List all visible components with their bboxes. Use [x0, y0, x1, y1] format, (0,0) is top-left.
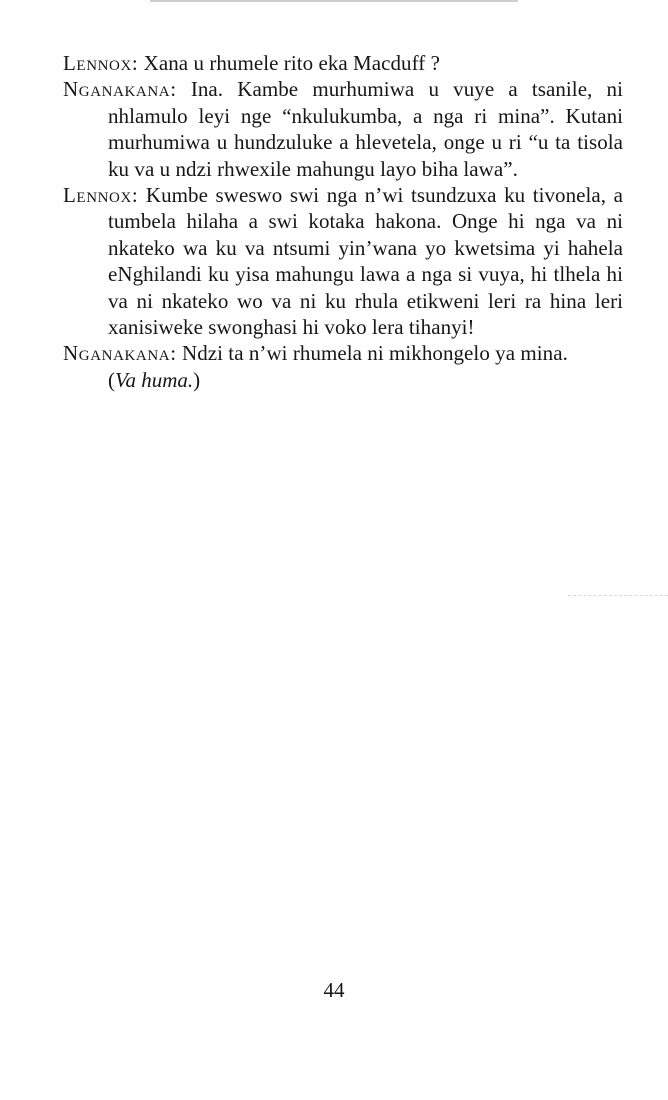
- page-number: 44: [323, 978, 345, 1002]
- speech-nganakana-1: [63, 76, 623, 182]
- speaker-name: Nganakana:: [63, 341, 177, 366]
- scan-artifact-line: [568, 595, 668, 597]
- speaker-name: Lennox:: [63, 183, 139, 208]
- speaker-name: Lennox:: [63, 51, 139, 75]
- speech-text: Ndzi ta n’wi rhumela ni mikhongelo ya mina.: [181, 341, 568, 366]
- stage-open-paren: (: [108, 367, 115, 392]
- speech-lennox-1: [63, 50, 623, 76]
- top-edge-shadow: [150, 0, 518, 2]
- stage-direction: [63, 367, 623, 393]
- stage-close-paren: ): [193, 367, 201, 392]
- speech-text: Xana u rhumele rito eka Macduff ?: [143, 51, 440, 75]
- play-script: [63, 50, 623, 393]
- speech-lennox-2: [63, 182, 623, 340]
- speech-text: Ina. Kambe murhumiwa u vuye a tsanile, ni nhlamulo leyi nge “nkulukumba, a nga ri mina”. Kutani murhumiwa u hundzuluke a hlevetela, onge u ri “u ta tisola ku va u ndzi rhwexile mahungu layo biha lawa”.: [108, 77, 623, 181]
- stage-direction-text: Va huma.: [115, 367, 194, 392]
- speech-nganakana-2: [63, 340, 623, 366]
- speaker-name: Nganakana:: [63, 77, 177, 102]
- speech-text: Kumbe sweswo swi nga n’wi tsundzuxa ku tivonela, a tumbela hilaha a swi kotaka hakona. Onge hi nga va ni nkateko wa ku va ntsumi yin’wana yo kwetsima yi hahela eNghilandi ku yisa mahungu lawa a nga si vuya, hi tlhela hi va ni nkateko wo va ni ku rhula etikweni leri ra hina leri xanisiweke swonghasi hi voko lera tihanyi!: [108, 183, 623, 340]
